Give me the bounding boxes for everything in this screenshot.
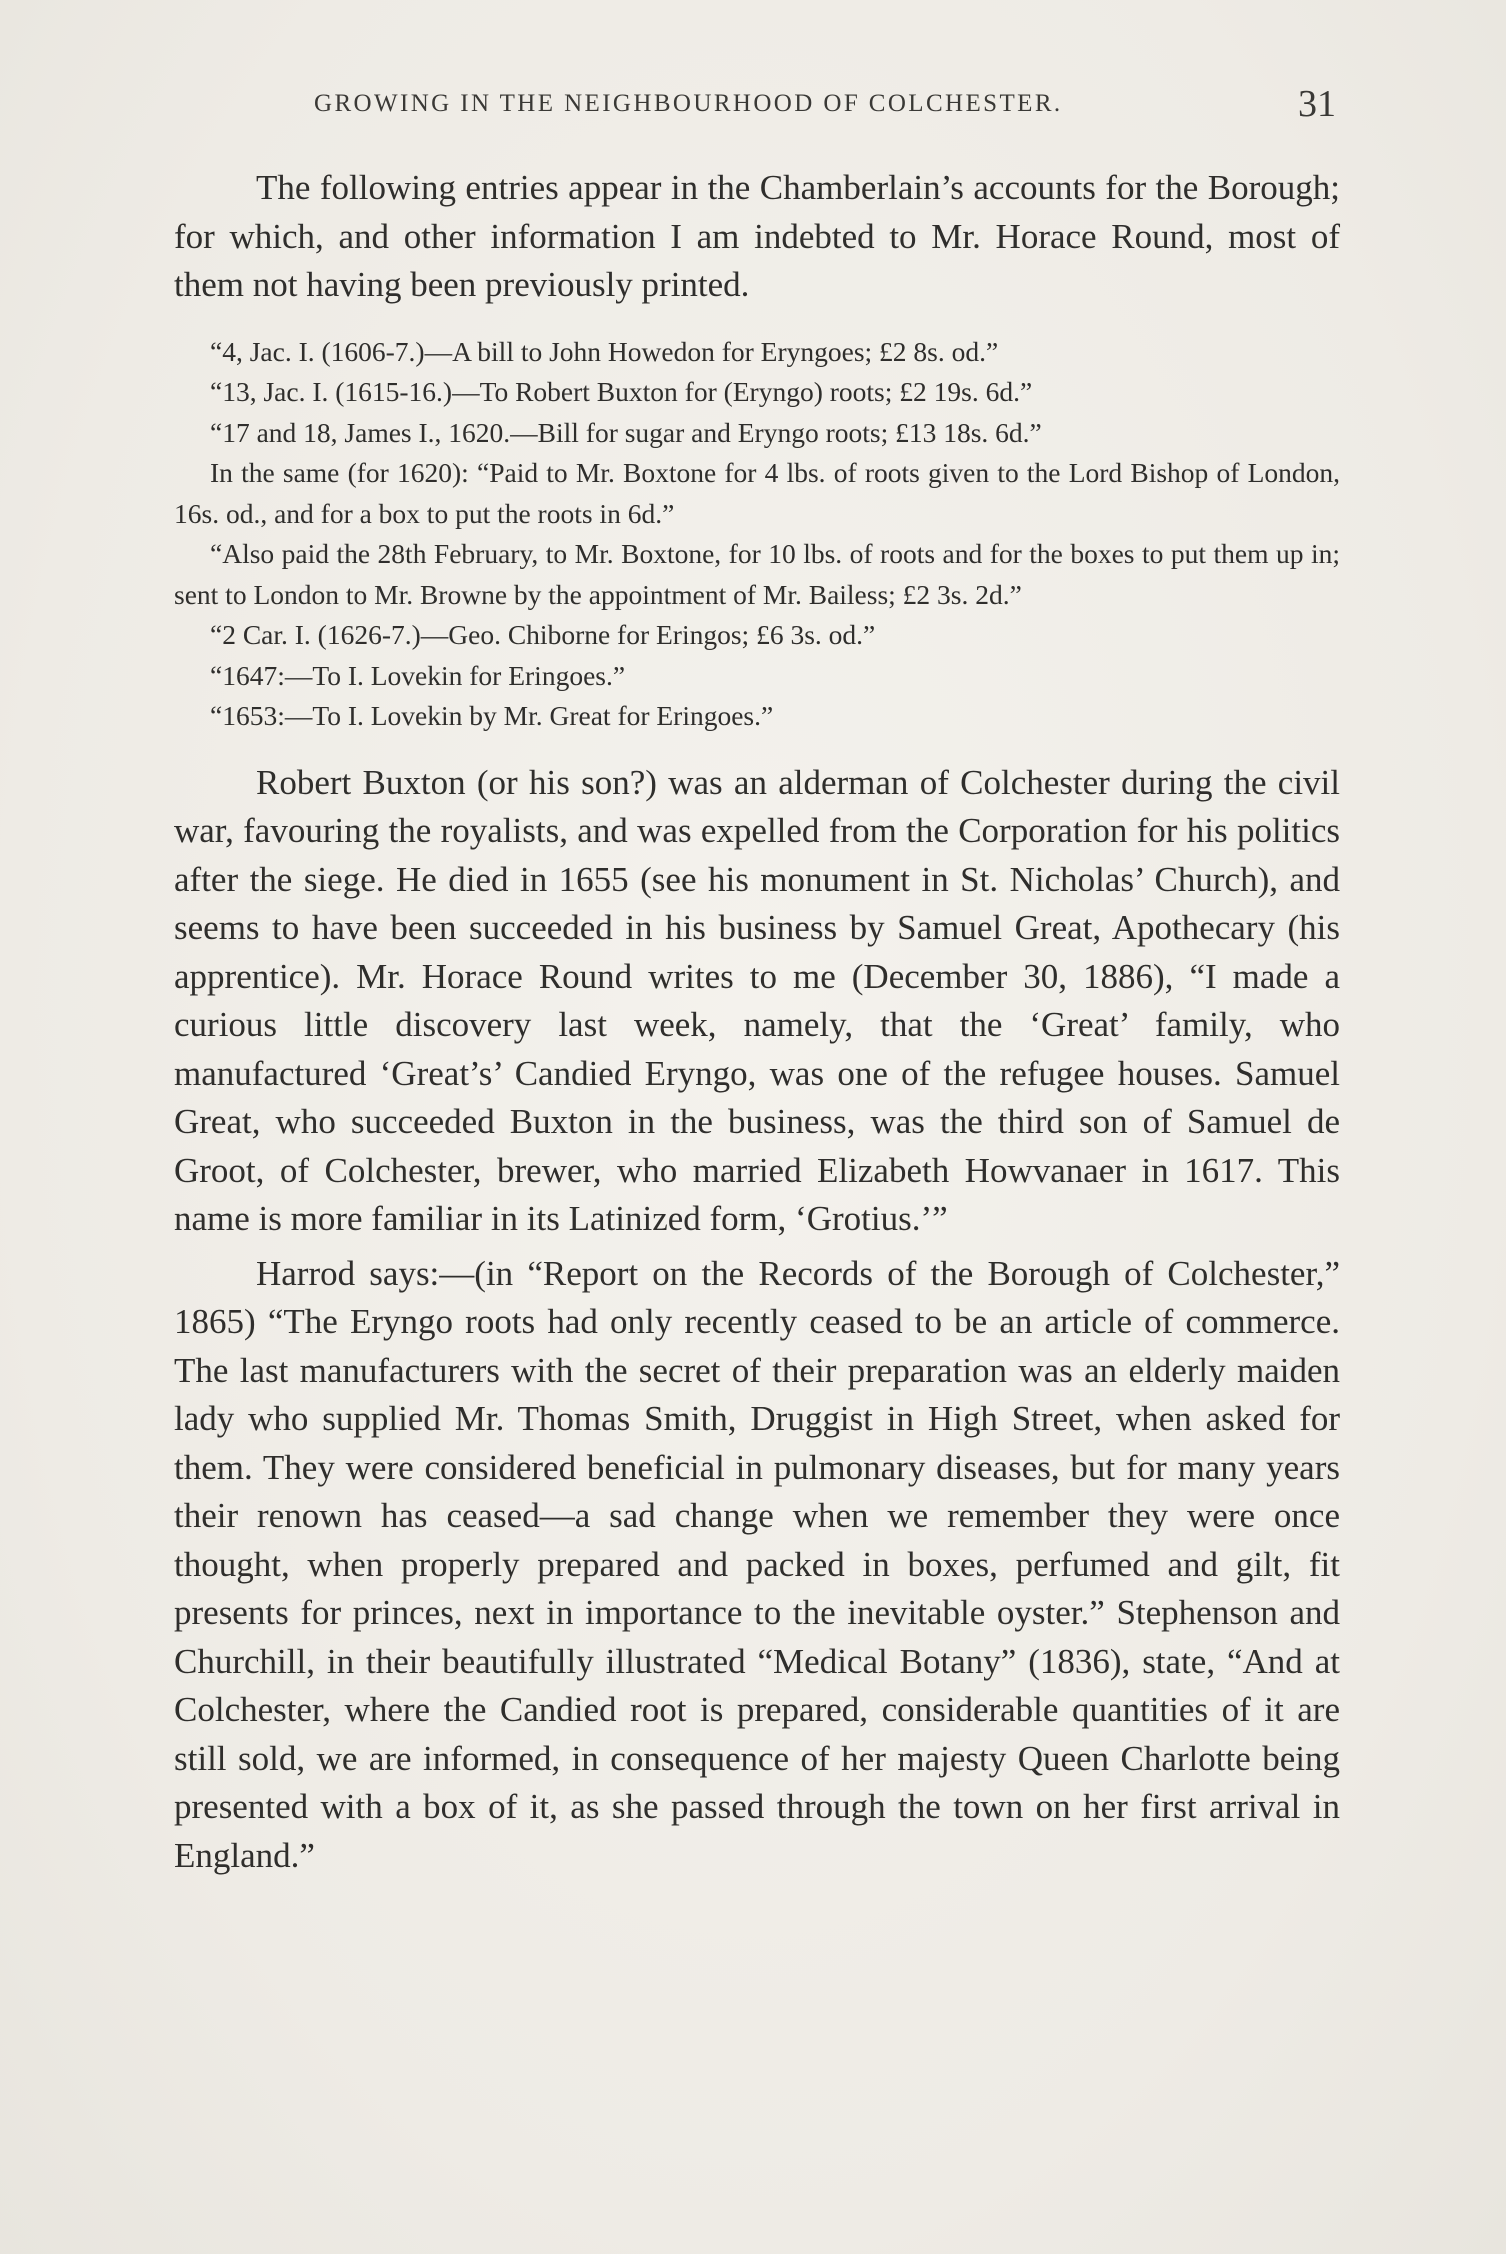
intro-paragraph: The following entries appear in the Chamberlain’s accounts for the Borough; for which, and other information I am indebted to Mr. Horace Round, most of them not having been previously printed. [174, 168, 1340, 304]
account-entry: “2 Car. I. (1626-7.)—Geo. Chiborne for Eringos; £6 3s. od.” [210, 619, 876, 650]
page-number: 31 [1298, 83, 1336, 125]
account-entry: “13, Jac. I. (1615-16.)—To Robert Buxton for (Eryngo) roots; £2 19s. 6d.” [210, 376, 1033, 407]
harrod-paragraph: Harrod says:—(in “Report on the Records of the Borough of Colchester,” 1865) “The Eryngo roots had only recently ceased to be an article of commerce. The last manufacturers with the secret of their preparation was an elderly maiden lady who supplied Mr. Thomas Smith, Druggist in High Street, when asked for them. They were considered beneficial in pulmonary diseases, but for many years their renown has ceased—a sad change when we remember they were once thought, when properly prepared and packed in boxes, perfumed and gilt, fit presents for princes, next in importance to the inevitable oyster.” Stephenson and Churchill, in their beautifully illustrated “Medical Botany” (1836), state, “And at Colchester, where the Candied root is prepared, considerable quantities of it are still sold, we are informed, in consequence of her majesty Queen Charlotte being presented with a box of it, as she passed through the town on her first arrival in England.” [174, 1253, 1340, 1875]
buxton-paragraph: Robert Buxton (or his son?) was an alderman of Colchester during the civil war, favouring the royalists, and was expelled from the Corporation for his politics after the siege. He died in 1655 (see his monument in St. Nicholas’ Church), and seems to have been succeeded in his business by Samuel Great, Apothecary (his apprentice). Mr. Horace Round writes to me (December 30, 1886), “I made a curious little discovery last week, namely, that the ‘Great’ family, who manufactured ‘Great’s’ Candied Eryngo, was one of the refugee houses. Samuel Great, who succeeded Buxton in the business, was the third son of Samuel de Groot, of Colchester, brewer, who married Elizabeth Howvanaer in 1617. This name is more familiar in its Latinized form, ‘Grotius.’” [174, 762, 1340, 1238]
account-entry: In the same (for 1620): “Paid to Mr. Boxtone for 4 lbs. of roots given to the Lord Bishop of London, 16s. od., and for a box to put the roots in 6d.” [174, 457, 1340, 529]
account-entries-list [174, 332, 1340, 737]
running-head [0, 82, 1506, 132]
running-title: GROWING IN THE NEIGHBOURHOOD OF COLCHESTER. [314, 90, 1063, 117]
body-text [174, 164, 1340, 1880]
account-entry: “17 and 18, James I., 1620.—Bill for sugar and Eryngo roots; £13 18s. 6d.” [210, 416, 1042, 448]
account-entry: “1647:—To I. Lovekin for Eringoes.” [210, 659, 626, 691]
account-entry: “Also paid the 28th February, to Mr. Boxtone, for 10 lbs. of roots and for the boxes to put them up in; sent to London to Mr. Browne by the appointment of Mr. Bailess; £2 3s. 2d.” [174, 538, 1340, 610]
account-entry: “4, Jac. I. (1606-7.)—A bill to John Howedon for Eryngoes; £2 8s. od.” [210, 335, 999, 367]
account-entry: “1653:—To I. Lovekin by Mr. Great for Eringoes.” [210, 700, 774, 731]
